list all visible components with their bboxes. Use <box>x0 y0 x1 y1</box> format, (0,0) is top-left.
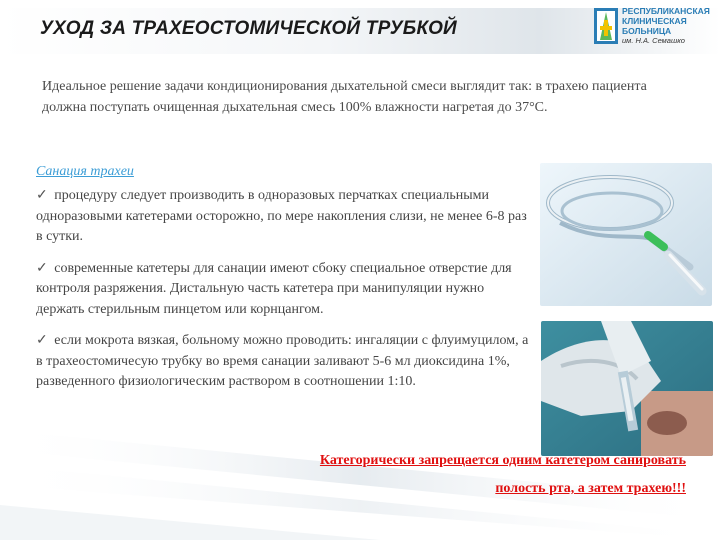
intro-paragraph: Идеальное решение задачи кондиционирования дыхательной смеси выглядит так: в трахею пациента должна поступать очищенная дыхательная смесь 100% влажности нагретая до 37°С. <box>42 79 647 115</box>
bullet-text: процедуру следует производить в одноразовых перчатках специальными одноразовыми катетерами осторожно, по мере накопления слизи, не менее 6-8 раз в сутки. <box>36 188 527 244</box>
bullet-list <box>36 186 531 404</box>
warning-line-1: Категорически запрещается одним катетером санировать <box>319 453 686 468</box>
bullet-text: современные катетеры для санации имеют сбоку специальное отверстие для контроля разряжения. Дистальную часть катетера при манипуляции нужно держать стерильным пинцетом или корнцангом. <box>36 260 512 317</box>
bullet-item <box>36 259 531 321</box>
hospital-logo <box>592 4 716 50</box>
bullet-text: если мокрота вязкая, больному можно проводить: ингаляции с флуимуцилом, а в трахеостомичесую трубку во время санации заливают 5-6 мл диоксидина 1%, разведенного физиологическим раствором в соотношении 1:10. <box>36 333 529 389</box>
catheter-photo <box>540 163 712 306</box>
page-title: УХОД ЗА ТРАХЕОСТОМИЧЕСКОЙ ТРУБКОЙ <box>40 18 457 39</box>
check-mark-icon: ✓ <box>36 188 48 203</box>
check-mark-icon: ✓ <box>36 260 48 276</box>
check-mark-icon: ✓ <box>36 333 48 348</box>
logo-line-1: РЕСПУБЛИКАНСКАЯ <box>622 6 710 16</box>
hospital-logo-icon <box>592 6 620 46</box>
bullet-item <box>36 186 531 248</box>
logo-line-3: БОЛЬНИЦА <box>622 26 672 36</box>
logo-line-4: им. Н.А. Семашко <box>622 36 685 45</box>
warning-line-2: полость рта, а затем трахею!!! <box>495 481 686 496</box>
logo-text <box>622 6 716 46</box>
section-heading: Санация трахеи <box>36 164 134 179</box>
logo-line-2: КЛИНИЧЕСКАЯ <box>622 16 687 26</box>
bullet-item <box>36 331 531 393</box>
